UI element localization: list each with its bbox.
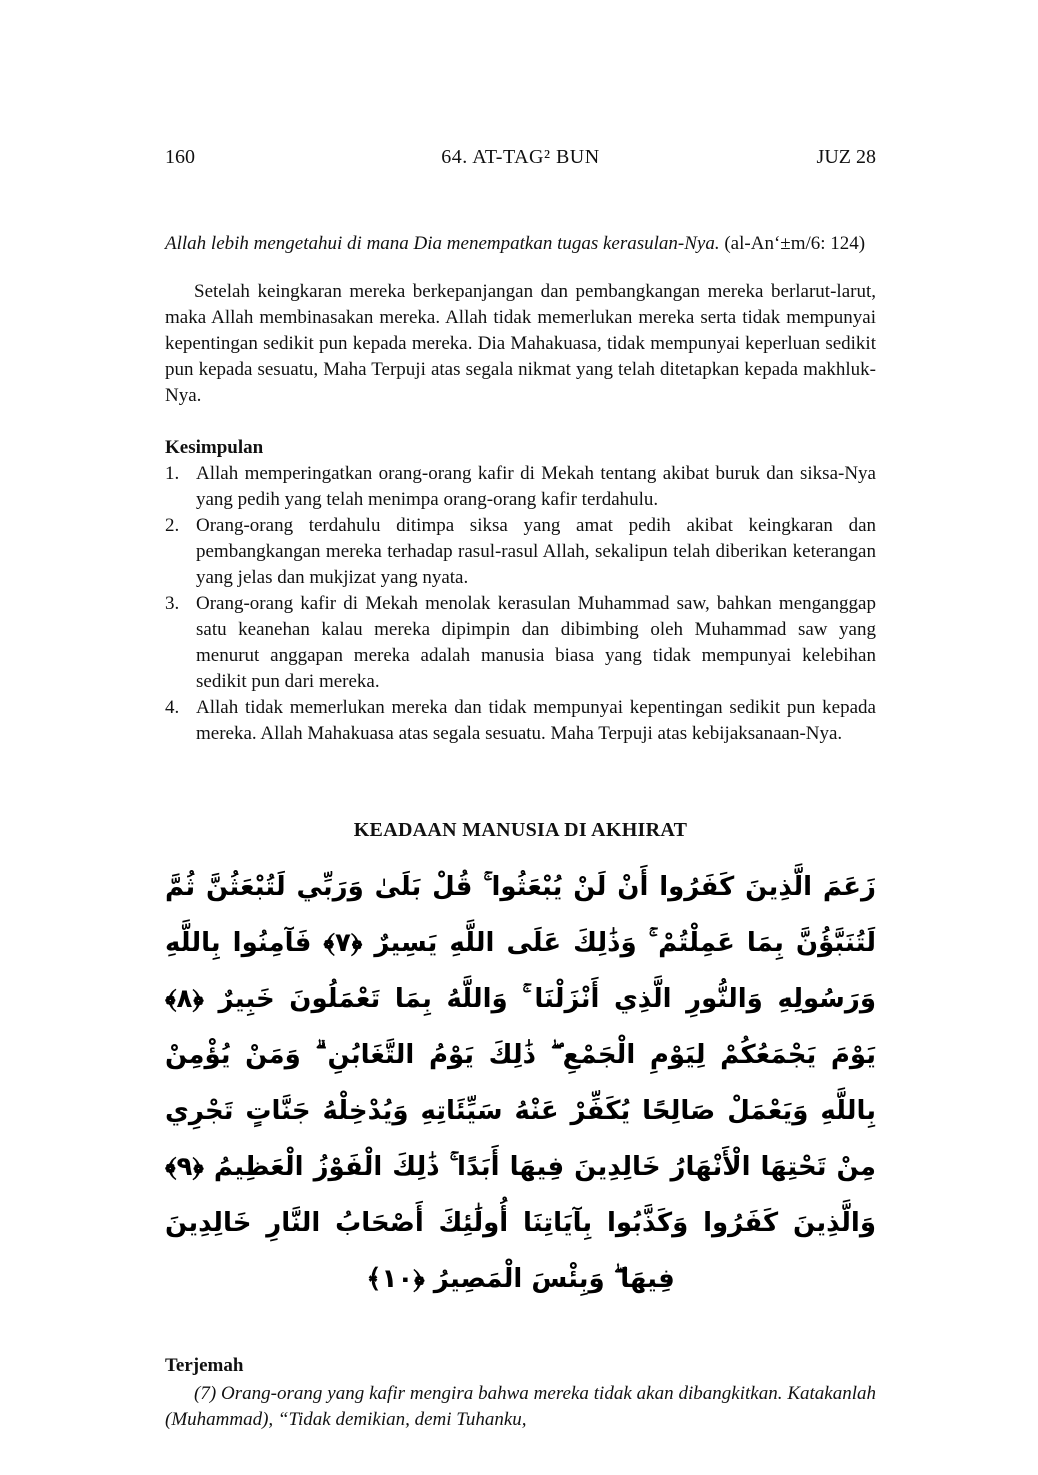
quote-source: (al-An‘±m/6: 124) bbox=[724, 233, 866, 254]
page-number: 160 bbox=[165, 146, 195, 168]
list-item-text: Allah memperingatkan orang-orang kafir di Mekah tentang akibat buruk dan siksa-Nya yang pedih yang telah menimpa orang-orang kafir terdahulu. bbox=[196, 463, 876, 510]
list-item-number: 4. bbox=[165, 697, 180, 718]
quote-paragraph bbox=[165, 231, 876, 257]
kesimpulan-list bbox=[165, 461, 876, 747]
terjemah-heading: Terjemah bbox=[165, 1355, 244, 1376]
list-item bbox=[165, 695, 876, 747]
list-item bbox=[165, 461, 876, 513]
list-item bbox=[165, 513, 876, 591]
list-item-number: 1. bbox=[165, 463, 180, 484]
quote-text: Allah lebih mengetahui di mana Dia menempatkan tugas kerasulan-Nya. bbox=[165, 233, 720, 254]
list-item-text: Orang-orang kafir di Mekah menolak kerasulan Muhammad saw, bahkan menganggap satu keanehan kalau mereka dipimpin dan dibimbing oleh Muhammad saw yang menurut anggapan mereka adalah manusia biasa yang tidak mempunyai kelebihan sedikit pun dari mereka. bbox=[196, 593, 876, 692]
section-heading: KEADAAN MANUSIA DI AKHIRAT bbox=[353, 819, 688, 841]
list-item-text: Allah tidak memerlukan mereka dan tidak mempunyai kepentingan sedikit pun kepada mereka. Allah Mahakuasa atas segala sesuatu. Maha Terpuji atas kebijaksanaan-Nya. bbox=[196, 697, 876, 744]
surah-title: 64. AT-TAG² BUN bbox=[441, 146, 600, 168]
intro-paragraph: Setelah keingkaran mereka berkepanjangan dan pembangkangan mereka berlarut-larut, maka Allah membinasakan mereka. Allah tidak memerlukan mereka serta tidak mempunyai kepentingan sedikit pun kepada mereka. Dia Mahakuasa, tidak mempunyai keperluan sedikit pun kepada sesuatu, Maha Terpuji atas segala nikmat yang telah ditetapkan kepada makhluk-Nya. bbox=[165, 281, 876, 406]
list-item bbox=[165, 591, 876, 695]
running-head bbox=[165, 145, 876, 169]
list-item-number: 3. bbox=[165, 593, 180, 614]
arabic-verses: زَعَمَ الَّذِينَ كَفَرُوا أَنْ لَنْ يُبْعَثُوا ۚ قُلْ بَلَىٰ وَرَبِّي لَتُبْعَثُنَّ ثُمَّ لَتُنَبَّؤُنَّ بِمَا عَمِلْتُمْ ۚ وَذَٰلِكَ عَلَى اللَّهِ يَسِيرٌ ﴿٧﴾ فَآمِنُوا بِاللَّهِ وَرَسُولِهِ وَالنُّورِ الَّذِي أَنْزَلْنَا ۚ وَاللَّهُ بِمَا تَعْمَلُونَ خَبِيرٌ ﴿٨﴾ يَوْمَ يَجْمَعُكُمْ لِيَوْمِ الْجَمْعِ ۖ ذَٰلِكَ يَوْمُ التَّغَابُنِ ۗ وَمَنْ يُؤْمِنْ بِاللَّهِ وَيَعْمَلْ صَالِحًا يُكَفِّرْ عَنْهُ سَيِّئَاتِهِ وَيُدْخِلْهُ جَنَّاتٍ تَجْرِي مِنْ تَحْتِهَا الْأَنْهَارُ خَالِدِينَ فِيهَا أَبَدًا ۚ ذَٰلِكَ الْفَوْزُ الْعَظِيمُ ﴿٩﴾ وَالَّذِينَ كَفَرُوا وَكَذَّبُوا بِآيَاتِنَا أُولَٰئِكَ أَصْحَابُ النَّارِ خَالِدِينَ فِيهَا ۖ وَبِئْسَ الْمَصِيرُ ﴿١٠﴾ bbox=[165, 872, 876, 1294]
kesimpulan-heading: Kesimpulan bbox=[165, 437, 264, 458]
terjemah-paragraph: (7) Orang-orang yang kafir mengira bahwa mereka tidak akan dibangkitkan. Katakanlah (Muhammad), “Tidak demikian, demi Tuhanku, bbox=[165, 1383, 876, 1430]
juz-label: JUZ 28 bbox=[816, 146, 876, 168]
list-item-text: Orang-orang terdahulu ditimpa siksa yang amat pedih akibat keingkaran dan pembangkangan mereka terhadap rasul-rasul Allah, sekalipun telah diberikan keterangan yang jelas dan mukjizat yang nyata. bbox=[196, 515, 876, 588]
list-item-number: 2. bbox=[165, 515, 180, 536]
